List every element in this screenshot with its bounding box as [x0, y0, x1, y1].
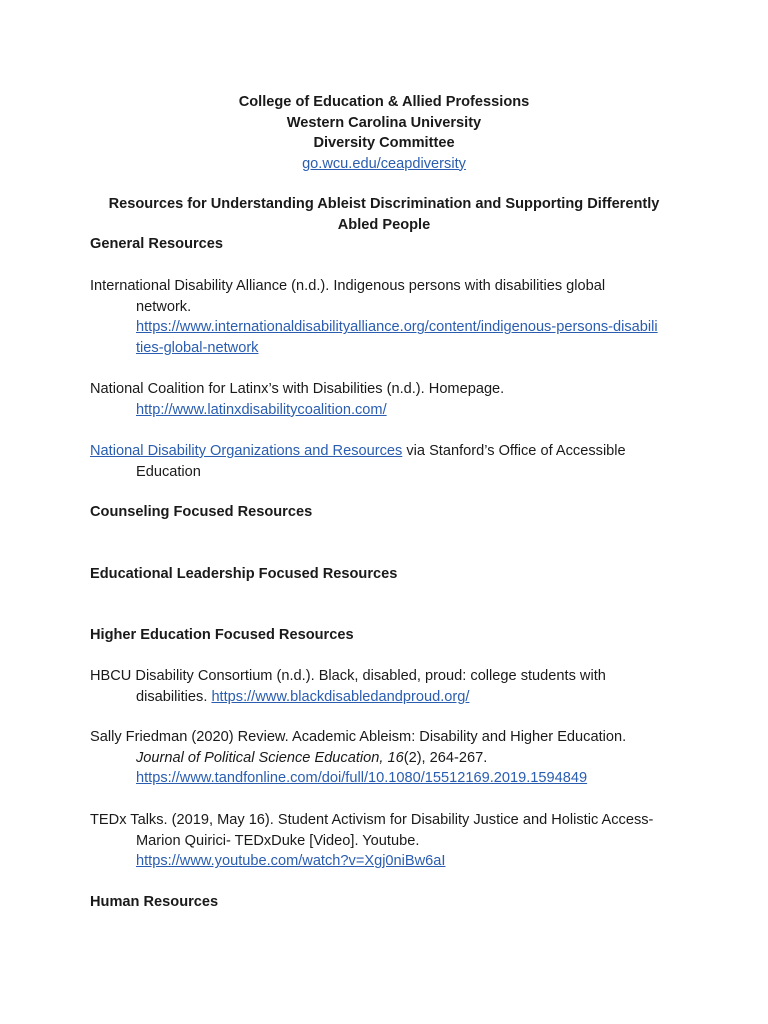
section-heading-general: General Resources [90, 236, 224, 252]
reference-text: TEDx Talks. (2019, May 16). Student Activism for Disability Justice and Holistic Access- [90, 812, 654, 828]
reference-url[interactable]: https://www.tandfonline.com/doi/full/10.1080/15512169.2019.1594849 [136, 770, 588, 787]
section-heading-leadership: Educational Leadership Focused Resources [90, 566, 398, 582]
reference-text: Sally Friedman (2020) Review. Academic Ableism: Disability and Higher Education. [90, 729, 627, 745]
reference-url[interactable]: https://www.youtube.com/watch?v=Xgj0niBw6aI [136, 853, 446, 870]
reference-text: via Stanford’s Office of Accessible [402, 443, 626, 459]
reference-ida [90, 276, 678, 359]
reference-text: (2), 264-267. [403, 749, 488, 766]
reference-text: National Coalition for Latinx’s with Disabilities (n.d.). Homepage. [90, 381, 505, 397]
reference-url[interactable]: ties-global-network [136, 340, 259, 357]
reference-text: International Disability Alliance (n.d.). Indigenous persons with disabilities global [90, 278, 606, 294]
journal-title: Journal of Political Science Education, 16 [136, 749, 404, 766]
reference-latinx-coalition [90, 379, 678, 420]
committee-link[interactable]: go.wcu.edu/ceapdiversity [302, 155, 466, 172]
document-title-line-2: Abled People [337, 216, 431, 233]
document-title [90, 194, 678, 235]
reference-text: network. [136, 298, 192, 315]
university-name: Western Carolina University [286, 114, 482, 131]
reference-text: Marion Quirici- TEDxDuke [Video]. Youtube. [136, 832, 420, 849]
reference-url[interactable]: https://www.blackdisabledandproud.org/ [211, 688, 470, 705]
document-header [90, 92, 678, 174]
reference-url[interactable]: http://www.latinxdisabilitycoalition.com/ [136, 401, 387, 418]
national-disability-organizations-link[interactable]: National Disability Organizations and Resources [90, 443, 403, 459]
section-heading-higher-education: Higher Education Focused Resources [90, 627, 354, 643]
section-heading-human-resources: Human Resources [90, 894, 219, 910]
section-heading-counseling: Counseling Focused Resources [90, 504, 313, 520]
committee-name: Diversity Committee [313, 135, 455, 151]
reference-stanford [90, 441, 678, 482]
reference-text: HBCU Disability Consortium (n.d.). Black, disabled, proud: college students with [90, 668, 606, 684]
reference-url[interactable]: https://www.internationaldisabilityalliance.org/content/indigenous-persons-disabili [136, 319, 658, 336]
document-title-line-1: Resources for Understanding Ableist Discrimination and Supporting Differently [108, 196, 660, 212]
college-name: College of Education & Allied Professions [238, 94, 530, 110]
reference-text: disabilities. [136, 688, 212, 705]
reference-friedman [90, 727, 678, 789]
reference-text: Education [136, 463, 201, 480]
reference-tedx [90, 810, 678, 872]
reference-hbcu [90, 666, 678, 707]
